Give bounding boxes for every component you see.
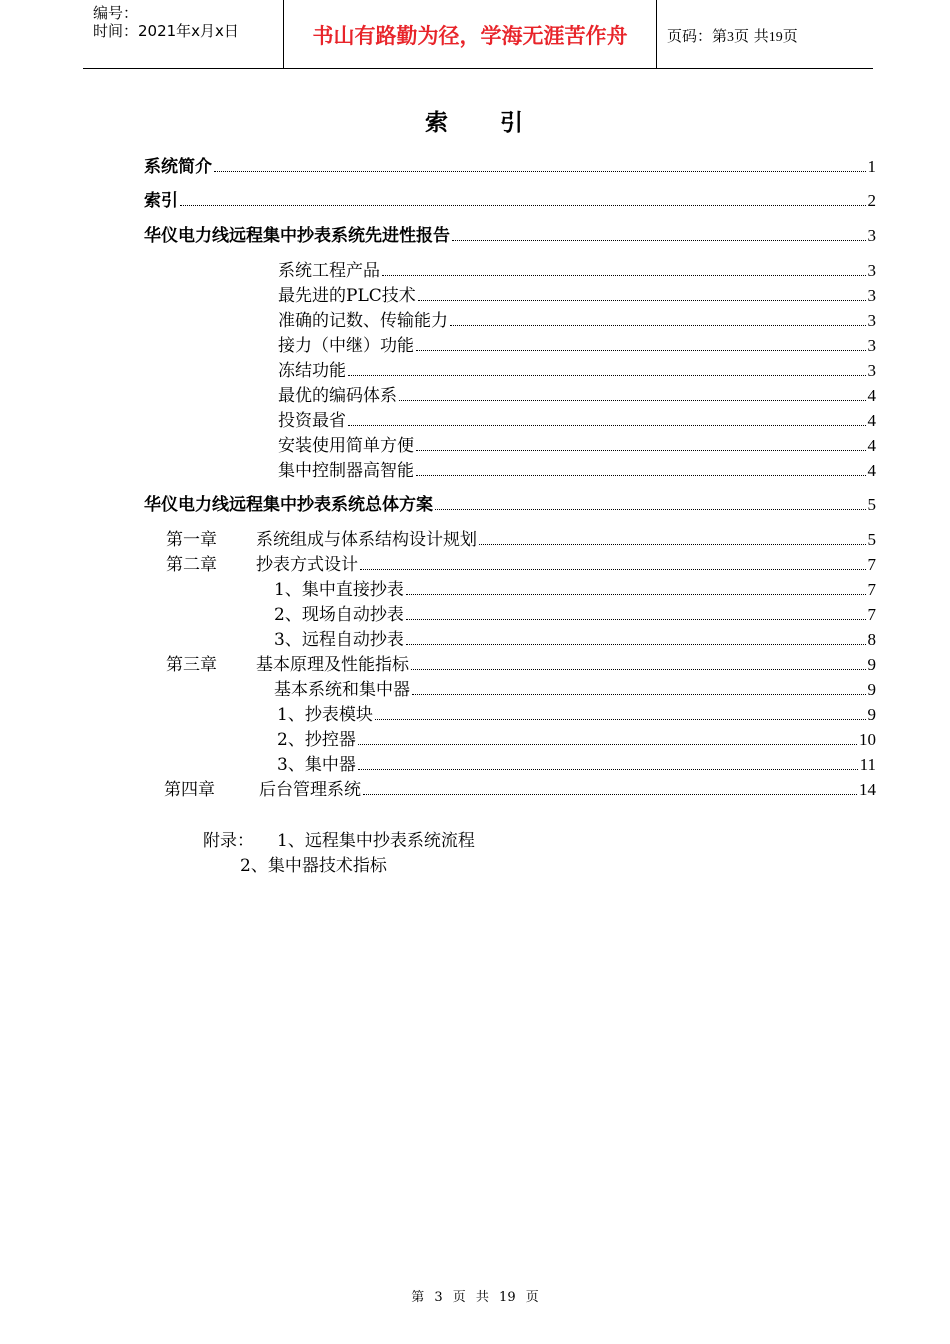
page-total: 19 <box>768 30 783 45</box>
toc-entry-label: 索引 <box>144 191 178 211</box>
toc-entry-page: 2 <box>867 191 876 210</box>
toc-entry-page: 3 <box>867 336 876 355</box>
page-middle: 页 共 <box>734 27 769 45</box>
page-current: 3 <box>727 30 735 45</box>
toc-entry[interactable] <box>164 778 876 800</box>
toc-entry[interactable] <box>278 309 876 331</box>
header-info-cell <box>83 0 284 68</box>
toc-entry-page: 7 <box>867 605 876 624</box>
toc-entry[interactable] <box>277 728 876 750</box>
appendix-item: 1、远程集中抄表系统流程 <box>277 831 475 851</box>
toc-entry[interactable] <box>144 189 876 211</box>
toc-entry[interactable] <box>166 653 876 675</box>
toc-entry-label: 2、现场自动抄表 <box>274 605 404 625</box>
document-time-label: 时间：2021年x月x日 <box>93 22 239 40</box>
toc-chapter-number: 第二章 <box>166 555 217 575</box>
header-page-cell <box>657 0 873 68</box>
toc-entry-page: 14 <box>859 780 876 799</box>
toc-entry-label: 后台管理系统 <box>259 780 361 800</box>
title-char-2: 引 <box>500 110 525 136</box>
toc-entry[interactable] <box>277 753 876 775</box>
toc-entry[interactable] <box>277 703 876 725</box>
toc-entry[interactable] <box>274 628 876 650</box>
toc-entry-label: 基本系统和集中器 <box>274 680 410 700</box>
toc-entry-label: 准确的记数、传输能力 <box>278 311 448 331</box>
toc-entry[interactable] <box>278 284 876 306</box>
toc-entry-page: 3 <box>867 261 876 280</box>
toc-entry-label: 安装使用简单方便 <box>278 436 414 456</box>
header-motto: 书山有路勤为径，学海无涯苦作舟 <box>312 24 628 48</box>
toc-entry-label: 华仪电力线远程集中抄表系统总体方案 <box>144 495 433 515</box>
toc-entry-label: 3、集中器 <box>277 755 356 775</box>
toc-entry[interactable] <box>166 553 876 575</box>
page-header <box>83 0 873 69</box>
title-char-1: 索 <box>425 110 450 136</box>
toc-entry[interactable] <box>166 528 876 550</box>
toc-entry-page: 4 <box>867 411 876 430</box>
toc-entry-label: 接力（中继）功能 <box>278 336 414 356</box>
toc-entry-page: 11 <box>859 755 876 774</box>
appendix-item: 2、集中器技术指标 <box>240 856 387 876</box>
document-number-label: 编号： <box>93 4 139 22</box>
toc-entry[interactable] <box>278 334 876 356</box>
toc-entry-page: 5 <box>867 495 876 514</box>
toc-entry[interactable] <box>278 259 876 281</box>
toc-entry-page: 9 <box>867 655 876 674</box>
toc-entry-page: 4 <box>867 461 876 480</box>
appendix-label: 附录： <box>203 831 254 851</box>
toc-entry-label: 抄表方式设计 <box>256 555 358 575</box>
toc-entry-label: 系统简介 <box>144 157 212 177</box>
page-prefix: 页码：第 <box>667 27 728 45</box>
toc-entry[interactable] <box>278 409 876 431</box>
toc-chapter-number: 第三章 <box>166 655 217 675</box>
toc-entry-label: 基本原理及性能指标 <box>256 655 409 675</box>
toc-entry-label: 系统组成与体系结构设计规划 <box>256 530 477 550</box>
toc-entry-label: 冻结功能 <box>278 361 346 381</box>
toc-entry-label: 1、抄表模块 <box>277 705 373 725</box>
toc-entry-label: 最优的编码体系 <box>278 386 397 406</box>
toc-entry[interactable] <box>278 384 876 406</box>
toc-entry-page: 3 <box>867 286 876 305</box>
toc-chapter-number: 第四章 <box>164 780 215 800</box>
toc-entry-page: 7 <box>867 580 876 599</box>
toc-entry[interactable] <box>278 359 876 381</box>
toc-entry-page: 9 <box>867 680 876 699</box>
toc-entry-page: 4 <box>867 436 876 455</box>
toc-entry-label: 3、远程自动抄表 <box>274 630 404 650</box>
toc-entry-label: 集中控制器高智能 <box>278 461 414 481</box>
toc-entry-page: 9 <box>867 705 876 724</box>
toc-chapter-number: 第一章 <box>166 530 217 550</box>
toc-entry-page: 5 <box>867 530 876 549</box>
page-suffix: 页 <box>782 27 798 45</box>
toc-entry-page: 4 <box>867 386 876 405</box>
toc-entry-page: 7 <box>867 555 876 574</box>
toc-entry-label: 最先进的PLC技术 <box>278 286 416 306</box>
toc-entry-page: 3 <box>867 226 876 245</box>
toc-entry-label: 华仪电力线远程集中抄表系统先进性报告 <box>144 226 450 246</box>
toc-entry-label: 1、集中直接抄表 <box>274 580 404 600</box>
toc-entry[interactable] <box>278 459 876 481</box>
toc-entry[interactable] <box>144 224 876 246</box>
toc-entry-page: 3 <box>867 311 876 330</box>
toc-entry[interactable] <box>274 678 876 700</box>
header-page-indicator <box>667 25 798 46</box>
header-motto-cell <box>284 0 657 68</box>
page-footer: 第 3 页 共 19 页 <box>411 1290 539 1305</box>
toc-entry-label: 2、抄控器 <box>277 730 356 750</box>
toc-entry[interactable] <box>274 603 876 625</box>
toc-entry-page: 1 <box>867 157 876 176</box>
toc-entry[interactable] <box>274 578 876 600</box>
appendix-line-1 <box>203 826 475 851</box>
toc-entry[interactable] <box>144 155 876 177</box>
toc-entry[interactable] <box>144 493 876 515</box>
toc-entry-page: 8 <box>867 630 876 649</box>
toc-entry-label: 投资最省 <box>278 411 346 431</box>
toc-entry[interactable] <box>278 434 876 456</box>
toc-entry-label: 系统工程产品 <box>278 261 380 281</box>
toc-entry-page: 10 <box>859 730 876 749</box>
toc-entry-page: 3 <box>867 361 876 380</box>
page-title <box>0 104 950 137</box>
